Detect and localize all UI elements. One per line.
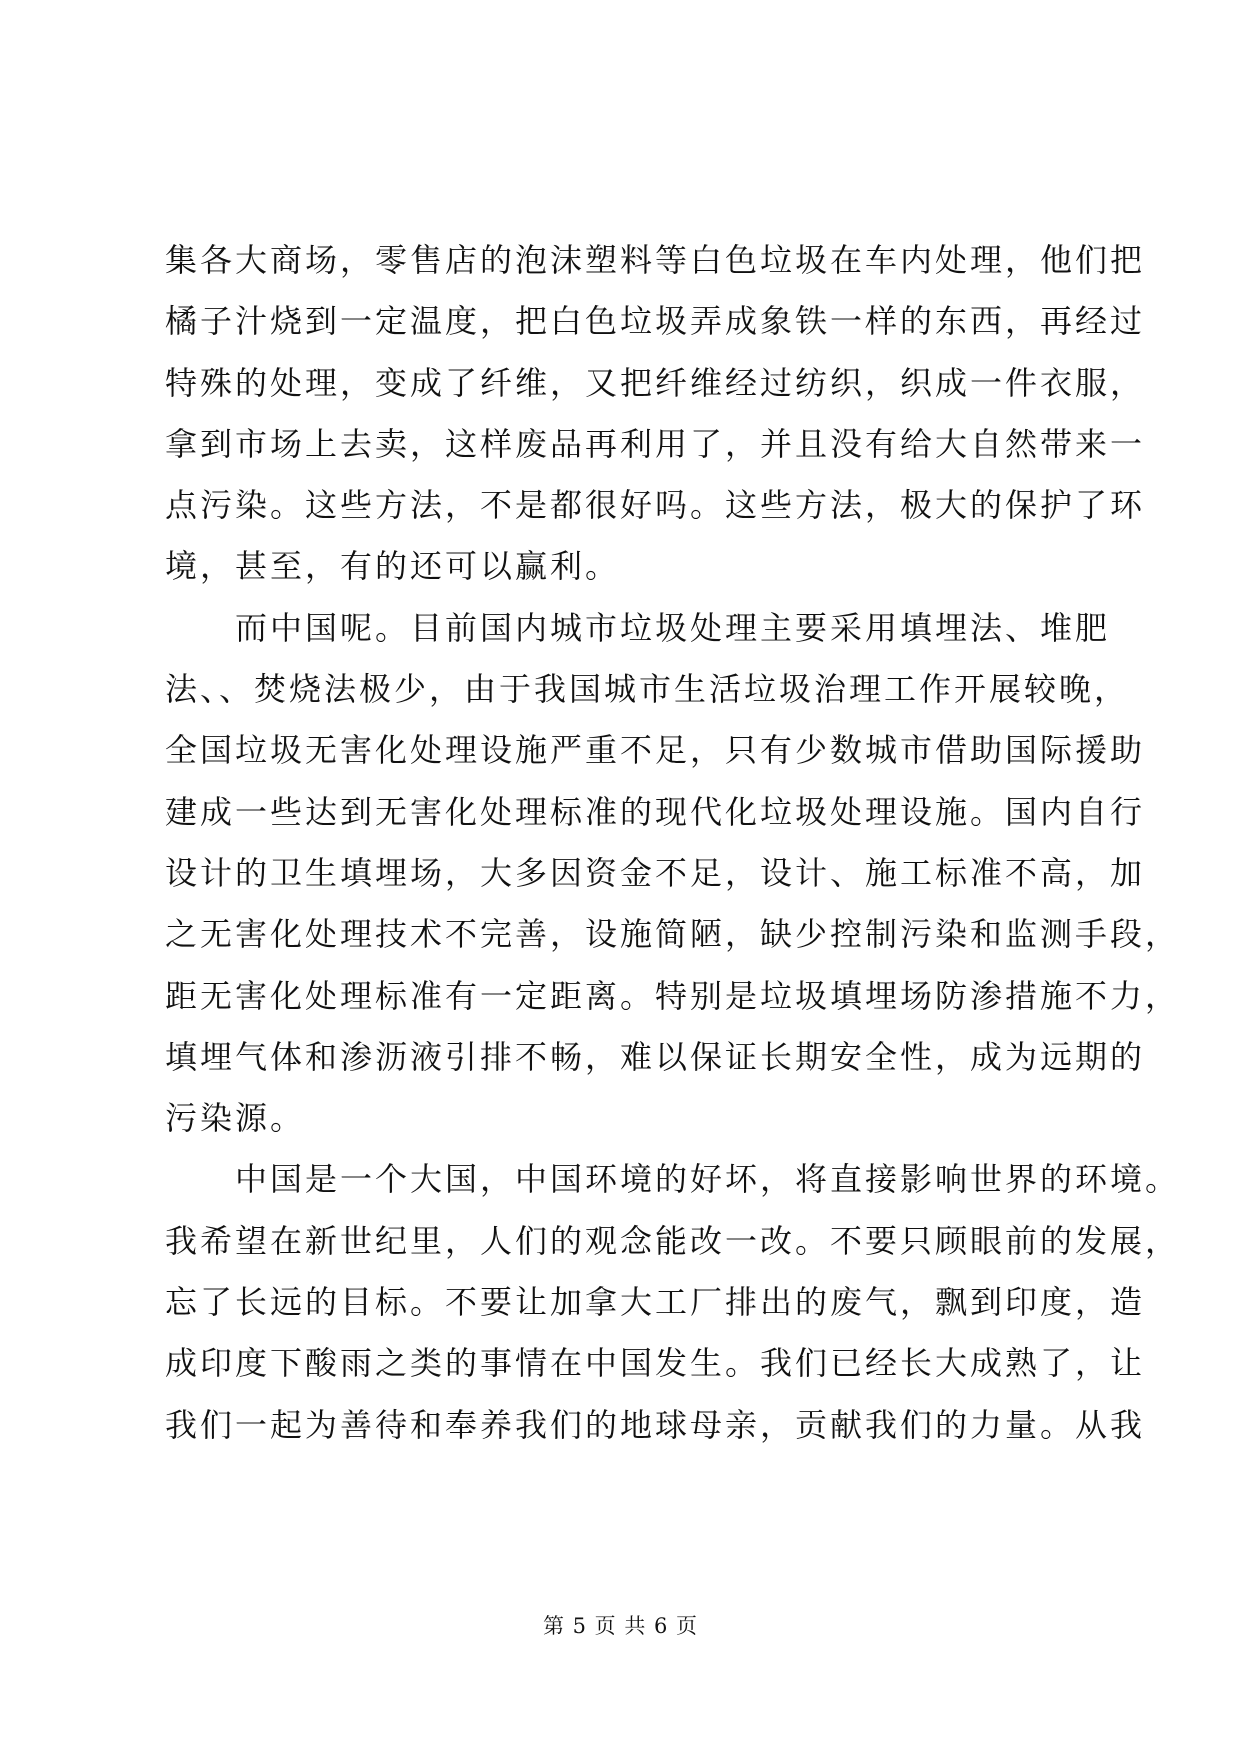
text-line: 法、、焚烧法极少，由于我国城市生活垃圾治理工作开展较晚，	[165, 670, 1130, 709]
text-line: 距无害化处理标准有一定距离。特别是垃圾填埋场防渗措施不力，	[165, 976, 1181, 1015]
document-body	[165, 230, 1181, 1456]
text-line: 我们一起为善待和奉养我们的地球母亲，贡献我们的力量。从我	[165, 1405, 1146, 1444]
text-line: 忘了长远的目标。不要让加拿大工厂排出的废气，飘到印度，造	[165, 1283, 1146, 1322]
text-line: 建成一些达到无害化处理标准的现代化垃圾处理设施。国内自行	[165, 792, 1146, 831]
text-line: 拿到市场上去卖，这样废品再利用了，并且没有给大自然带来一	[165, 424, 1146, 463]
text-line: 特殊的处理，变成了纤维，又把纤维经过纺织，织成一件衣服，	[165, 363, 1146, 402]
text-line: 我希望在新世纪里，人们的观念能改一改。不要只顾眼前的发展，	[165, 1221, 1181, 1260]
page-footer	[0, 1610, 1241, 1640]
text-line: 填埋气体和渗沥液引排不畅，难以保证长期安全性，成为远期的	[165, 1037, 1146, 1076]
text-line: 污染源。	[165, 1099, 306, 1138]
text-line: 集各大商场，零售店的泡沫塑料等白色垃圾在车内处理，他们把	[165, 241, 1146, 279]
text-line: 设计的卫生填埋场，大多因资金不足，设计、施工标准不高，加	[165, 853, 1146, 892]
paragraph-2	[165, 598, 1181, 1150]
text-line: 之无害化处理技术不完善，设施简陋，缺少控制污染和监测手段，	[165, 915, 1181, 954]
text-line: 全国垃圾无害化处理设施严重不足，只有少数城市借助国际援助	[165, 731, 1146, 770]
text-line: 橘子汁烧到一定温度，把白色垃圾弄成象铁一样的东西，再经过	[165, 302, 1146, 341]
text-line-indented: 而中国呢。目前国内城市垃圾处理主要采用填埋法、堆肥	[235, 608, 1111, 647]
text-line-indented: 中国是一个大国，中国环境的好坏，将直接影响世界的环境。	[235, 1160, 1181, 1199]
page-number-label: 第 5 页 共 6 页	[542, 1614, 699, 1638]
text-line: 境，甚至，有的还可以赢利。	[165, 547, 621, 586]
paragraph-3	[165, 1149, 1181, 1455]
text-line: 成印度下酸雨之类的事情在中国发生。我们已经长大成熟了，让	[165, 1344, 1146, 1383]
paragraph-1	[165, 230, 1146, 598]
text-line: 点污染。这些方法，不是都很好吗。这些方法，极大的保护了环	[165, 486, 1146, 525]
